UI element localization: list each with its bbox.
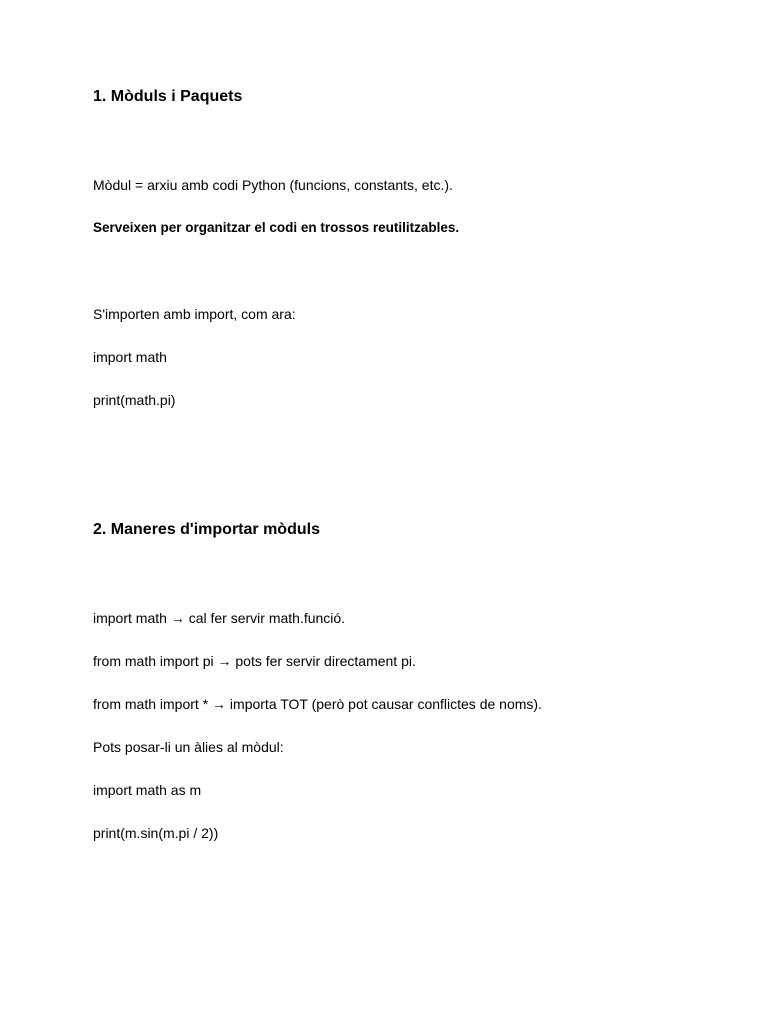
code-print-sin: print(m.sin(m.pi / 2)) xyxy=(93,825,219,841)
section-1-heading: 1. Mòduls i Paquets xyxy=(93,88,243,105)
alias-intro-text: Pots posar-li un àlies al mòdul: xyxy=(93,739,284,755)
module-purpose-text: Serveixen per organitzar el codi en trossos reutilitzables. xyxy=(93,220,460,235)
section-2-heading: 2. Maneres d'importar mòduls xyxy=(93,521,320,538)
import-style-item-2: from math import pi → pots fer servir directament pi. xyxy=(93,653,416,669)
code-import-math-as-m: import math as m xyxy=(93,782,202,798)
code-print-pi: print(math.pi) xyxy=(93,392,176,408)
import-style-item-3: from math import * → importa TOT (però pot causar conflictes de noms). xyxy=(93,696,542,712)
import-style-item-1: import math → cal fer servir math.funció. xyxy=(93,610,346,626)
import-intro-text: S'importen amb import, com ara: xyxy=(93,306,296,322)
code-import-math: import math xyxy=(93,349,167,365)
module-definition-text: Mòdul = arxiu amb codi Python (funcions, constants, etc.). xyxy=(93,177,453,193)
